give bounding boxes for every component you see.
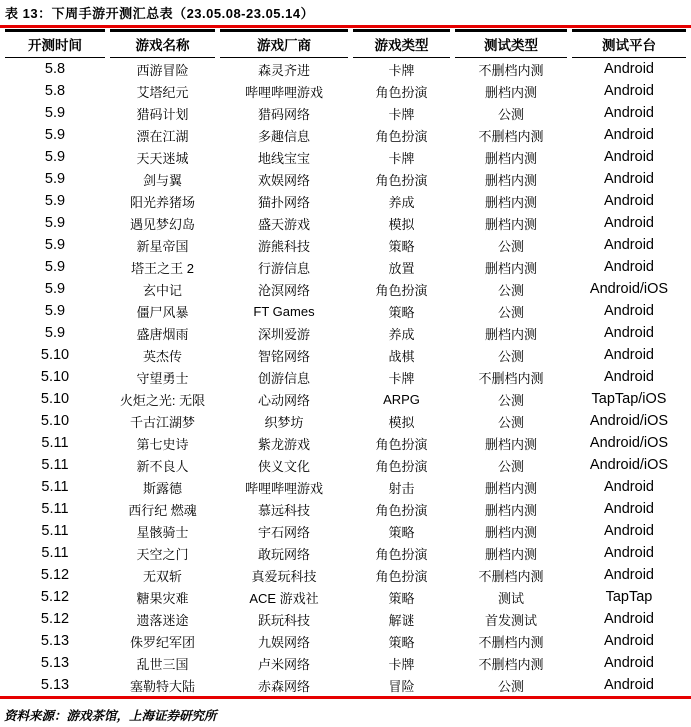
table-cell: Android xyxy=(604,149,654,165)
table-cell: 角色扮演 xyxy=(375,546,428,562)
table-row xyxy=(5,278,686,300)
table-cell: 策略 xyxy=(388,304,415,320)
table-cell: 第七史诗 xyxy=(136,436,189,452)
table-row xyxy=(5,146,686,168)
table-cell: 公测 xyxy=(497,304,524,320)
table-cell: 乱世三国 xyxy=(136,656,189,672)
table-cell: 角色扮演 xyxy=(375,84,428,100)
table-cell: 删档内测 xyxy=(484,546,537,562)
table-cell: 猫扑网络 xyxy=(257,194,310,210)
table-cell: 游熊科技 xyxy=(257,238,310,254)
table-row xyxy=(5,586,686,608)
table-cell: 深圳爱游 xyxy=(257,326,310,342)
table-row xyxy=(5,388,686,410)
table-cell: ARPG xyxy=(383,391,420,407)
table-cell: 5.9 xyxy=(44,281,66,297)
table-cell: Android xyxy=(604,369,654,385)
table-cell: 放置 xyxy=(388,260,415,276)
table-cell: 5.9 xyxy=(44,105,66,121)
table-cell: Android xyxy=(604,655,654,671)
table-cell: 星骸骑士 xyxy=(136,524,189,540)
table-row xyxy=(5,652,686,674)
table-cell: 5.11 xyxy=(41,435,69,451)
table-row xyxy=(5,256,686,278)
table-cell: Android xyxy=(604,215,654,231)
table-cell: 射击 xyxy=(388,480,415,496)
table-cell: Android xyxy=(604,193,654,209)
table-cell: 策略 xyxy=(388,590,415,606)
page-title: 表 13：下周手游开测汇总表（23.05.08-23.05.14） xyxy=(5,6,315,21)
table-cell: 天天迷城 xyxy=(136,150,189,166)
table-row xyxy=(5,608,686,630)
table-cell: Android xyxy=(604,105,654,121)
table-cell: 5.8 xyxy=(44,61,66,77)
table-cell: 首发测试 xyxy=(484,612,537,628)
table-cell: 侏罗纪军团 xyxy=(129,634,195,650)
table-cell: 多趣信息 xyxy=(257,128,310,144)
table-cell: 养成 xyxy=(388,326,415,342)
table-row xyxy=(5,80,686,102)
table-cell: 卡牌 xyxy=(388,370,415,386)
table-cell: 不删档内测 xyxy=(478,634,544,650)
table-cell: 紫龙游戏 xyxy=(257,436,310,452)
table-row xyxy=(5,300,686,322)
table-cell: 斯露德 xyxy=(142,480,182,496)
table-cell: 策略 xyxy=(388,238,415,254)
table-row xyxy=(5,410,686,432)
table-cell: 删档内测 xyxy=(484,480,537,496)
table-cell: Android xyxy=(604,677,654,693)
table-cell: 5.11 xyxy=(41,501,69,517)
table-cell: 公测 xyxy=(497,348,524,364)
table-row xyxy=(5,630,686,652)
table-row xyxy=(5,520,686,542)
table-cell: 删档内测 xyxy=(484,84,537,100)
table-row xyxy=(5,322,686,344)
table-cell: 卡牌 xyxy=(388,106,415,122)
header-cell: 测试类型 xyxy=(455,29,567,58)
table-cell: 公测 xyxy=(497,238,524,254)
table-cell: Android xyxy=(604,171,654,187)
table-cell: 5.9 xyxy=(44,215,66,231)
table-row xyxy=(5,344,686,366)
table-cell: 模拟 xyxy=(388,414,415,430)
table-cell: 角色扮演 xyxy=(375,436,428,452)
table-cell: Android xyxy=(604,523,654,539)
table-cell: 哔哩哔哩游戏 xyxy=(244,84,323,100)
table-cell: Android xyxy=(604,633,654,649)
table-cell: 不删档内测 xyxy=(478,128,544,144)
table-cell: 5.11 xyxy=(41,523,69,539)
table-row xyxy=(5,58,686,80)
header-cell: 开测时间 xyxy=(5,29,105,58)
table-cell: 行游信息 xyxy=(257,260,310,276)
table-cell: 心动网络 xyxy=(257,392,310,408)
table-cell: 5.10 xyxy=(40,347,70,363)
table-cell: Android xyxy=(604,501,654,517)
table-row xyxy=(5,234,686,256)
table-cell: 火炬之光: 无限 xyxy=(119,392,206,408)
table-cell: Android xyxy=(604,545,654,561)
table-cell: 删档内测 xyxy=(484,150,537,166)
table-cell: 盛唐烟雨 xyxy=(136,326,189,342)
table-cell: Android xyxy=(604,83,654,99)
table-cell: 创游信息 xyxy=(257,370,310,386)
table-cell: 删档内测 xyxy=(484,194,537,210)
table-cell: 5.9 xyxy=(44,127,66,143)
table-cell: 角色扮演 xyxy=(375,282,428,298)
table-cell: 九娱网络 xyxy=(257,634,310,650)
table-row xyxy=(5,674,686,696)
table-cell: 战棋 xyxy=(388,348,415,364)
table-cell: 公测 xyxy=(497,458,524,474)
table-cell: 塞勒特大陆 xyxy=(129,678,195,694)
table-cell: 织梦坊 xyxy=(264,414,304,430)
table-cell: 智铭网络 xyxy=(257,348,310,364)
table-cell: 僵尸风暴 xyxy=(136,304,189,320)
table-cell: 删档内测 xyxy=(484,524,537,540)
table-row xyxy=(5,102,686,124)
table-cell: Android xyxy=(604,303,654,319)
table-cell: 不删档内测 xyxy=(478,568,544,584)
table-cell: 模拟 xyxy=(388,216,415,232)
table-cell: 哔哩哔哩游戏 xyxy=(244,480,323,496)
table-row xyxy=(5,564,686,586)
table-cell: 守望勇士 xyxy=(136,370,189,386)
table-row xyxy=(5,498,686,520)
table-bottom-divider-line xyxy=(0,696,691,699)
table-row xyxy=(5,542,686,564)
table-cell: 艾塔纪元 xyxy=(136,84,189,100)
table-cell: 5.11 xyxy=(41,479,69,495)
table-cell: Android xyxy=(604,259,654,275)
table-cell: 千古江湖梦 xyxy=(129,414,195,430)
table-cell: 5.10 xyxy=(40,369,70,385)
table-cell: 5.9 xyxy=(44,259,66,275)
table-cell: Android xyxy=(604,325,654,341)
table-cell: 英杰传 xyxy=(142,348,182,364)
table-cell: 角色扮演 xyxy=(375,172,428,188)
table-cell: Android xyxy=(604,479,654,495)
table-cell: 敢玩网络 xyxy=(257,546,310,562)
table-cell: 漂在江湖 xyxy=(136,128,189,144)
table-cell: 删档内测 xyxy=(484,216,537,232)
table-cell: 新不良人 xyxy=(136,458,189,474)
table-cell: 猎码计划 xyxy=(136,106,189,122)
table-cell: 删档内测 xyxy=(484,436,537,452)
table-cell: 无双斩 xyxy=(142,568,182,584)
table-cell: 删档内测 xyxy=(484,326,537,342)
table-row xyxy=(5,432,686,454)
table-cell: 慕远科技 xyxy=(257,502,310,518)
title-divider-line xyxy=(0,25,691,28)
table-cell: 西行纪 燃魂 xyxy=(128,502,197,518)
table-cell: 5.9 xyxy=(44,149,66,165)
table-cell: 冒险 xyxy=(388,678,415,694)
table-cell: 策略 xyxy=(388,524,415,540)
table-cell: FT Games xyxy=(253,303,315,319)
table-row xyxy=(5,366,686,388)
table-cell: Android xyxy=(604,611,654,627)
table-cell: 卡牌 xyxy=(388,62,415,78)
table-cell: 解谜 xyxy=(388,612,415,628)
table-cell: 公测 xyxy=(497,106,524,122)
table-cell: 卡牌 xyxy=(388,656,415,672)
table-cell: Android xyxy=(604,237,654,253)
table-cell: 5.10 xyxy=(40,391,70,407)
table-cell: 角色扮演 xyxy=(375,128,428,144)
table-cell: 角色扮演 xyxy=(375,502,428,518)
header-row xyxy=(5,29,686,58)
header-cell: 游戏类型 xyxy=(353,29,450,58)
table-cell: 阳光养猪场 xyxy=(129,194,195,210)
header-cell: 游戏名称 xyxy=(110,29,215,58)
table-cell: 5.13 xyxy=(40,677,70,693)
table-cell: 角色扮演 xyxy=(375,458,428,474)
table-cell: 西游冒险 xyxy=(136,62,189,78)
table-cell: Android/iOS xyxy=(589,281,669,297)
table-cell: 真爱玩科技 xyxy=(251,568,317,584)
table-cell: 5.9 xyxy=(44,237,66,253)
table-body xyxy=(5,58,686,696)
table-cell: 宇石网络 xyxy=(257,524,310,540)
table-cell: 侠义文化 xyxy=(257,458,310,474)
table-cell: 地线宝宝 xyxy=(257,150,310,166)
table-cell: Android/iOS xyxy=(589,413,669,429)
table-cell: 不删档内测 xyxy=(478,370,544,386)
table-cell: 赤森网络 xyxy=(257,678,310,694)
table-row xyxy=(5,190,686,212)
table-cell: 5.10 xyxy=(40,413,70,429)
table-cell: 5.11 xyxy=(41,545,69,561)
source-note: 资料来源：游戏茶馆，上海证券研究所 xyxy=(4,709,217,723)
table-cell: 不删档内测 xyxy=(478,656,544,672)
table-cell: 策略 xyxy=(388,634,415,650)
table-cell: 5.11 xyxy=(41,457,69,473)
table-cell: 公测 xyxy=(497,392,524,408)
table-cell: Android xyxy=(604,567,654,583)
table-cell: 公测 xyxy=(497,678,524,694)
table-cell: 5.9 xyxy=(44,325,66,341)
table-cell: 5.9 xyxy=(44,193,66,209)
table-cell: 5.9 xyxy=(44,303,66,319)
game-launch-table xyxy=(0,29,691,696)
table-cell: 5.13 xyxy=(40,655,70,671)
table-cell: 删档内测 xyxy=(484,260,537,276)
table-row xyxy=(5,168,686,190)
table-cell: 剑与翼 xyxy=(142,172,182,188)
table-cell: 删档内测 xyxy=(484,502,537,518)
table-cell: TapTap/iOS xyxy=(591,391,667,407)
table-cell: 遇见梦幻岛 xyxy=(129,216,195,232)
table-cell: 欢娱网络 xyxy=(257,172,310,188)
table-cell: 公测 xyxy=(497,414,524,430)
table-cell: Android/iOS xyxy=(589,457,669,473)
table-cell: 公测 xyxy=(497,282,524,298)
table-cell: 5.13 xyxy=(40,633,70,649)
table-cell: 5.12 xyxy=(40,611,70,627)
table-cell: 沧溟网络 xyxy=(257,282,310,298)
table-cell: 遗落迷途 xyxy=(136,612,189,628)
table-row xyxy=(5,454,686,476)
table-cell: 天空之门 xyxy=(136,546,189,562)
header-cell: 游戏厂商 xyxy=(220,29,348,58)
table-cell: 5.12 xyxy=(40,567,70,583)
table-cell: 玄中记 xyxy=(142,282,182,298)
table-cell: 猎码网络 xyxy=(257,106,310,122)
table-row xyxy=(5,212,686,234)
table-cell: ACE 游戏社 xyxy=(249,590,319,606)
table-cell: 删档内测 xyxy=(484,172,537,188)
table-cell: Android xyxy=(604,127,654,143)
table-cell: 盛天游戏 xyxy=(257,216,310,232)
table-cell: 5.8 xyxy=(44,83,66,99)
table-cell: 森灵齐进 xyxy=(257,62,310,78)
table-cell: 不删档内测 xyxy=(478,62,544,78)
table-cell: 新星帝国 xyxy=(136,238,189,254)
table-cell: 5.9 xyxy=(44,171,66,187)
table-cell: 卢米网络 xyxy=(257,656,310,672)
table-cell: 5.12 xyxy=(40,589,70,605)
table-row xyxy=(5,476,686,498)
table-cell: 测试 xyxy=(497,590,524,606)
table-cell: Android xyxy=(604,347,654,363)
table-cell: 塔王之王 2 xyxy=(131,260,194,276)
table-cell: TapTap xyxy=(605,589,653,605)
table-cell: Android/iOS xyxy=(589,435,669,451)
header-cell: 测试平台 xyxy=(572,29,686,58)
table-cell: 糖果灾难 xyxy=(136,590,189,606)
table-cell: 角色扮演 xyxy=(375,568,428,584)
table-cell: 跃玩科技 xyxy=(257,612,310,628)
table-cell: Android xyxy=(604,61,654,77)
table-row xyxy=(5,124,686,146)
table-cell: 卡牌 xyxy=(388,150,415,166)
table-cell: 养成 xyxy=(388,194,415,210)
